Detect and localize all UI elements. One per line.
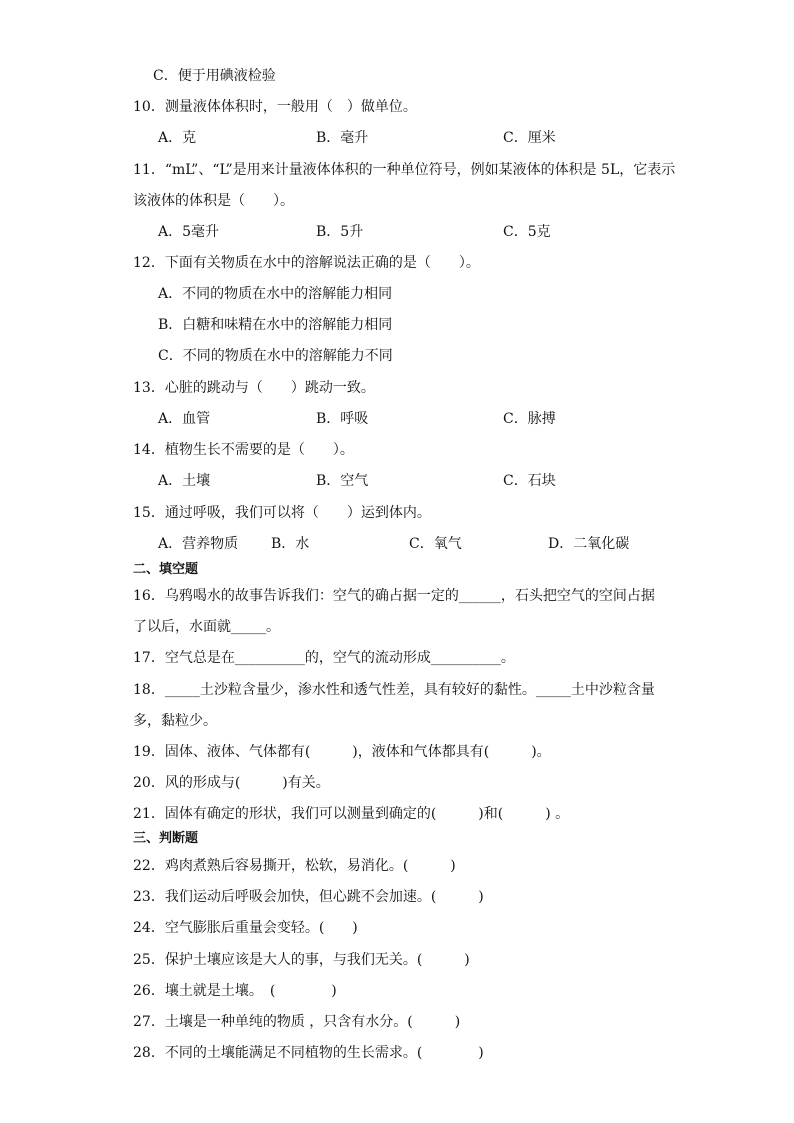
q15-option-a: A．营养物质 — [158, 536, 239, 552]
q10-option-a: A．克 — [158, 130, 197, 146]
q18-line1: 18．_____土沙粒含量少，渗水性和透气性差，具有较好的黏性。_____土中沙粒含量 — [133, 682, 655, 698]
q23: 23．我们运动后呼吸会加快，但心跳不会加速。( ) — [133, 889, 484, 905]
q25: 25．保护土壤应该是大人的事，与我们无关。( ) — [133, 952, 470, 968]
q10-stem: 10．测量液体体积时，一般用（ ）做单位。 — [133, 99, 417, 115]
q28: 28．不同的土壤能满足不同植物的生长需求。( ) — [133, 1045, 484, 1061]
q14-option-a: A．土壤 — [158, 473, 211, 489]
q16-line1: 16．乌鸦喝水的故事告诉我们：空气的确占据一定的______，石头把空气的空间占据 — [133, 588, 655, 604]
q11-stem-line1: 11．“mL”、“L”是用来计量液体体积的一种单位符号，例如某液体的体积是 5L，它表示 — [133, 162, 676, 178]
q11-option-c: C．5克 — [503, 224, 551, 240]
q16-line2: 了以后，水面就_____。 — [133, 619, 280, 635]
q10-option-b: B．毫升 — [316, 130, 369, 146]
q14-stem: 14．植物生长不需要的是（ ）。 — [133, 442, 354, 458]
q13-option-b: B．呼吸 — [316, 411, 369, 427]
q13-option-a: A．血管 — [158, 411, 211, 427]
q24: 24．空气膨胀后重量会变轻。( ) — [133, 920, 358, 936]
q11-option-a: A．5毫升 — [158, 224, 220, 240]
q11-stem-line2: 该液体的体积是（ ）。 — [133, 193, 294, 209]
q15-stem: 15．通过呼吸，我们可以将（ ）运到体内。 — [133, 505, 431, 521]
q26: 26．壤土就是土壤。 ( ) — [133, 983, 337, 999]
q14-option-c: C．石块 — [503, 473, 556, 489]
q22: 22．鸡肉煮熟后容易撕开，松软，易消化。( ) — [133, 858, 456, 874]
q15-option-b: B．水 — [271, 536, 310, 552]
q12-option-a: A．不同的物质在水中的溶解能力相同 — [158, 286, 393, 302]
q19: 19．固体、液体、气体都有( )，液体和气体都具有( )。 — [133, 744, 551, 760]
q20: 20．风的形成与( )有关。 — [133, 775, 330, 791]
q12-option-c: C．不同的物质在水中的溶解能力不同 — [158, 348, 393, 364]
section-heading-true-false: 三、判断题 — [133, 831, 199, 846]
section-heading-fill-in: 二、填空题 — [133, 562, 199, 577]
q27: 27．土壤是一种单纯的物质 ，只含有水分。( ) — [133, 1014, 461, 1030]
q15-option-d: D．二氧化碳 — [548, 536, 630, 552]
q15-option-c: C．氧气 — [409, 536, 462, 552]
q13-option-c: C．脉搏 — [503, 411, 556, 427]
q12-option-b: B．白糖和味精在水中的溶解能力相同 — [158, 317, 393, 333]
q11-option-b: B．5升 — [316, 224, 364, 240]
q9-option-c: C．便于用碘液检验 — [153, 68, 276, 84]
q21: 21．固体有确定的形状，我们可以测量到确定的( )和( ) 。 — [133, 806, 570, 822]
q10-option-c: C．厘米 — [503, 130, 556, 146]
q18-line2: 多，黏粒少。 — [133, 713, 217, 729]
q12-stem: 12．下面有关物质在水中的溶解说法正确的是（ ）。 — [133, 255, 480, 271]
q14-option-b: B．空气 — [316, 473, 369, 489]
q17: 17．空气总是在__________的，空气的流动形成__________。 — [133, 650, 515, 666]
q13-stem: 13．心脏的跳动与（ ）跳动一致。 — [133, 380, 375, 396]
